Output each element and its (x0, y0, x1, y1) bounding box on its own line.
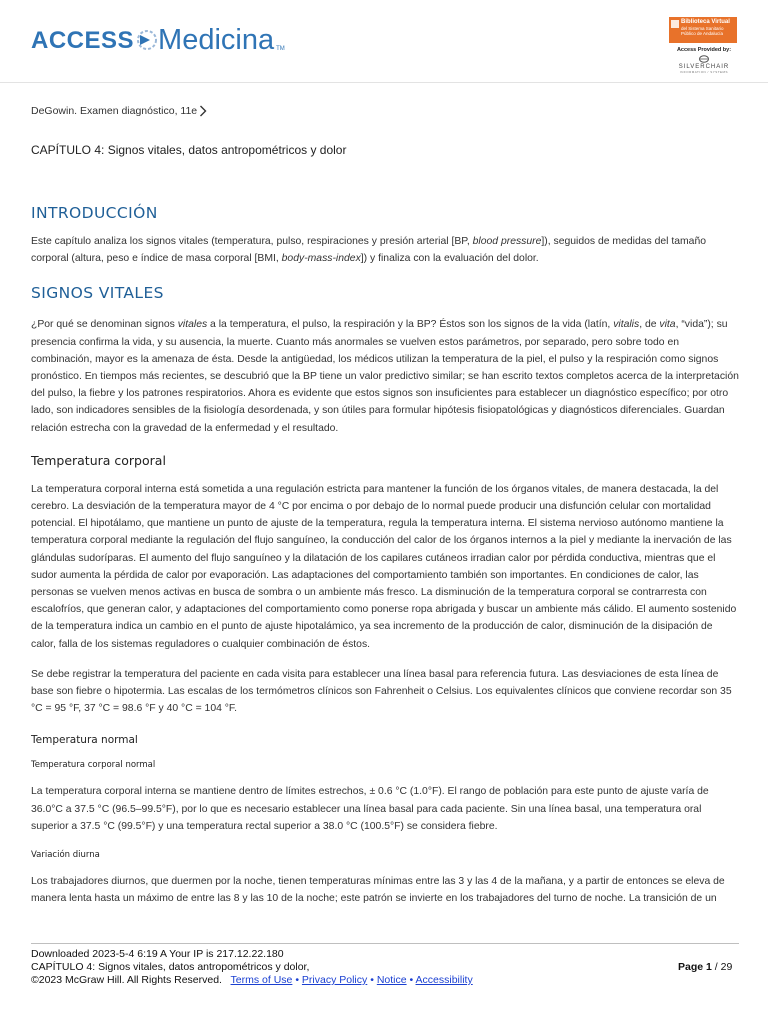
temperatura-normal-paragraph: La temperatura corporal interna se mantiene dentro de límites estrechos, ± 0.6 °C (1.0°F). El rango de población para este punto de ajuste varía de 36.0°C a 37.5 °C (96.5–99.5°F), por lo que es necesario establecer una línea basal para cada paciente. Sin una línea basal, una temperatura oral superior a 37.5 °C (99.5°F) y una temperatura rectal superior a 38.0 °C (100.5°F) se considera fiebre. (31, 786, 709, 832)
copyright-text: ©2023 McGraw Hill. All Rights Reserved. (31, 974, 222, 986)
section-heading-introduccion: INTRODUCCIÓN (31, 204, 158, 222)
intro-paragraph: Este capítulo analiza los signos vitales (temperatura, pulso, respiraciones y presión arterial [BP, blood pressure]), seguidos de medidas del tamaño corporal (altura, peso e índice de masa corporal [BMI, body-mass-index]) y finaliza con la evaluación del dolor. (31, 236, 707, 265)
privacy-policy-link[interactable]: Privacy Policy (301, 974, 368, 986)
footer-chapter-title: CAPÍTULO 4: Signos vitales, datos antropométricos y dolor, (31, 961, 310, 973)
link-separator: • (295, 974, 299, 986)
breadcrumb[interactable] (31, 98, 739, 124)
access-provided-label: Access Provided by: (676, 47, 732, 53)
silverchair-logo: SILVERCHAIR (678, 64, 730, 70)
accessmedicina-logo[interactable] (31, 15, 285, 55)
link-separator: • (409, 974, 414, 986)
biblioteca-virtual-icon (671, 20, 679, 28)
partner-block (669, 17, 739, 74)
breadcrumb-book-link[interactable]: DeGowin. Examen diagnóstico, 11e (31, 105, 198, 117)
silverchair-icon (699, 55, 709, 63)
accessibility-link[interactable]: Accessibility (415, 974, 473, 986)
page-footer (0, 943, 768, 1024)
minor-heading-temperatura-corporal-normal: Temperatura corporal normal (31, 760, 156, 771)
logo-medicina-text: Medicina (158, 24, 275, 56)
logo-access-text: ACCESS (31, 27, 135, 54)
chevron-right-icon (199, 105, 207, 117)
variacion-diurna-paragraph: Los trabajadores diurnos, que duermen por la noche, tienen temperaturas mínimas entre las 3 y las 4 de la mañana, y a partir de entonces se eleva de manera lenta hasta un máximo de entre las 8 y las 10 de la noche; este patrón se invierte en los trabajadores del turno de noche. La transición de un (31, 876, 725, 905)
footer-divider (31, 943, 739, 944)
link-separator: • (370, 974, 374, 986)
biblioteca-virtual-logo[interactable]: Biblioteca Virtual del Sistema Sanitario Público de Andalucía (669, 17, 737, 43)
logo-gear-icon (135, 26, 157, 54)
footer-links-row (31, 974, 473, 987)
minor-heading-variacion-diurna: Variación diurna (31, 850, 100, 861)
silverchair-subtitle: INFORMATION / SYSTEMS (679, 70, 729, 74)
subsection-heading-temperatura-normal: Temperatura normal (31, 734, 138, 747)
signos-vitales-paragraph: ¿Por qué se denominan signos vitales a la temperatura, el pulso, la respiración y la BP? Éstos son los signos de la vida (latín, vitalis, de vita, “vida”); su presencia confirma la vida, y su ausencia, la muerte. Cuanto más anormales se vuelven estos parámetros, por separado, pero sobre todo en combinación, mayor es la amenaza de ésta. Desde la antigüedad, los médicos utilizan la temperatura de la piel, el pulso y la respiración como signos pronóstico. En tiempos más recientes, se descubrió que la BP tiene un valor predictivo similar; se han escrito textos completos acerca de la interpretación del pulso, la fiebre y los patrones respiratorios. Ahora es evidente que estos signos son insuficientes para establecer un diagnóstico específico; por otro lado, son indicadores sensibles de la fisiología desordenada, y son útiles para formular hipótesis fisiopatológicas y diagnósticos diferenciales. Guardan relación estrecha con la gravedad de la enfermedad y el resultado. (31, 319, 739, 434)
logo-trademark: TM (276, 46, 285, 52)
temperatura-paragraph-1: La temperatura corporal interna está sometida a una regulación estricta para mantener la función de los órganos vitales, de manera destacada, la del cerebro. La desviación de la temperatura mayor de 4 °C por encima o por debajo de lo normal puede producir una disfunción celular con mortalidad potencial. El hipotálamo, que mantiene un punto de ajuste de la temperatura, regula la temperatura interna. El sistema nervioso autónomo mantiene la temperatura corporal mediante la regulación del flujo sanguíneo, la conducción del calor de los órganos internos a la piel y mediante la inervación de las glándulas sudoríparas. El aumento del flujo sanguíneo y la dilatación de los capilares cutáneos irradian calor por pérdida conductiva, mientras que el sudor aumenta la pérdida de calor por evaporación. Las adaptaciones del comportamiento también son importantes. En condiciones de calor, las personas se vuelven menos activas en busca de sombra o un ambiente más fresco. La disminución de la temperatura corporal se contrarresta con escalofríos, que generan calor, y adaptaciones del comportamiento como ponerse ropa abrigada y buscar un ambiente más cálido. El aumento sostenido de la temperatura indica un cambio en el punto de ajuste hipotalámico, ya sea incremento de la producción de calor, disminución de la disipación de calor, falla de los sistemas reguladores o cualquier combinación de éstos. (31, 483, 737, 650)
header-divider (0, 82, 768, 83)
download-info: Downloaded 2023-5-4 6:19 A Your IP is 217.12.22.180 (31, 948, 284, 960)
main-content (31, 98, 739, 907)
section-heading-signos-vitales: SIGNOS VITALES (31, 284, 164, 303)
notice-link[interactable]: Notice (376, 974, 407, 986)
page-header (0, 0, 768, 82)
chapter-title: CAPÍTULO 4: Signos vitales, datos antropométricos y dolor (31, 143, 347, 157)
terms-of-use-link[interactable]: Terms of Use (230, 974, 293, 986)
page-number: Page 1 / 29 (678, 961, 733, 973)
subsection-heading-temperatura-corporal: Temperatura corporal (31, 452, 166, 468)
temperatura-paragraph-2: Se debe registrar la temperatura del paciente en cada visita para establecer una línea basal para referencia futura. Las desviaciones de esta línea de base son fiebre o hipotermia. Las escalas de los termómetros clínicos son Fahrenheit o Celsius. Los equivalentes clínicos que conviene recordar son 35 °C = 95 °F, 37 °C = 98.6 °F y 40 °C = 104 °F. (31, 668, 732, 715)
footer-citation (31, 948, 473, 987)
